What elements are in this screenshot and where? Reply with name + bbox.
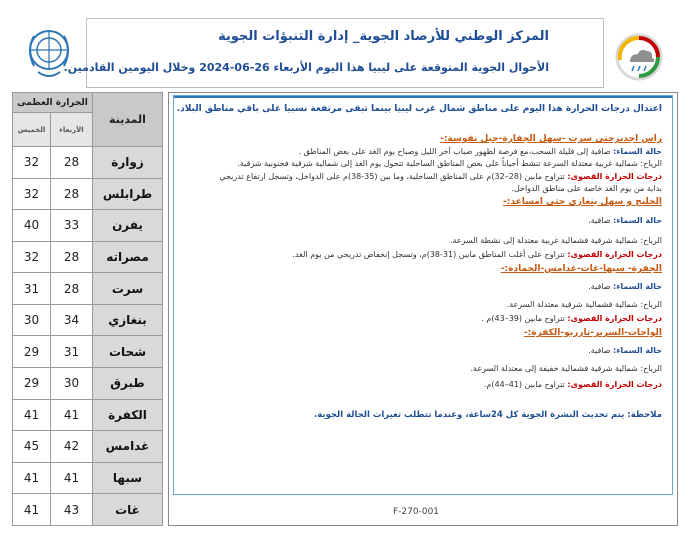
city-name: غات xyxy=(93,494,163,526)
form-code: F-270-001 xyxy=(393,507,440,517)
table-row: 32 28 طرابلس xyxy=(13,178,163,210)
table-row: 41 41 الكفرة xyxy=(13,399,163,431)
ncm-logo xyxy=(612,30,666,84)
day1-header: الأربعاء xyxy=(51,113,93,147)
table-row: 31 28 سرت xyxy=(13,273,163,305)
sky-line: حالة السماء: صافية. xyxy=(588,282,662,291)
forecast-intro: اعتدال درجات الحرارة هذا اليوم على مناطق شمال غرب ليبيا بينما تبقى مرتفعة نسبيا على باقي مناطق البلاد. xyxy=(176,104,662,114)
forecast-panel xyxy=(168,92,678,526)
sky-line: حالة السماء: صافية. xyxy=(588,346,662,355)
update-note: ملاحظة: يتم تحديث النشرة الجوية كل 24ساعة، وعندما تتطلب تغيرات الحالة الجوية. xyxy=(314,410,662,420)
table-row: 41 41 سبها xyxy=(13,462,163,494)
table-row: 32 28 زوارة xyxy=(13,147,163,179)
table-row: 30 34 بنغازي xyxy=(13,304,163,336)
table-row: 40 33 يفرن xyxy=(13,210,163,242)
city-name: مصراته xyxy=(93,241,163,273)
wind-line: الرياح: شمالية غربية معتدلة السرعة تنشط أحياناً على بعض المناطق الساحلية تتحول يوم الغد إلى شمالية شرقية فجنوبية شرقية. xyxy=(237,159,662,168)
max-temp-header: الحرارة العظمى xyxy=(13,93,93,113)
temp-line-cont: بداية من يوم الغد خاصة على مناطق الدواخل. xyxy=(511,184,662,193)
city-name: سبها xyxy=(93,462,163,494)
city-name: طبرق xyxy=(93,368,163,400)
page-title: المركز الوطني للأرصاد الجوية_ إدارة التنبؤات الجوية xyxy=(218,29,549,44)
table-row: 41 43 غات xyxy=(13,494,163,526)
city-header: المدينة xyxy=(93,93,163,147)
sky-line: حالة السماء: صافية إلى قليلة السحب،مع فرصة لظهور ضباب آخر الليل وصباح يوم الغد على بعض المناطق . xyxy=(298,147,662,156)
city-name: زوارة xyxy=(93,147,163,179)
temp-line: درجات الحرارة القصوى: تتراوح مابين (28–32)م على المناطق الساحلية، وما بين (35-38)م على الدواخل، وتسجل ارتفاع تدريجي xyxy=(219,172,662,181)
temp-line: درجات الحرارة القصوى: تتراوح على أغلب المناطق مابين (31-38)م، وتسجل إنخفاض تدريجي من يوم الغد. xyxy=(292,250,662,259)
page-subtitle: الأحوال الجوية المتوقعة على ليبيا هذا اليوم الأربعاء 26-06-2024 وخلال اليومين القادمين. xyxy=(63,61,549,74)
region-title: الواحات-السرير-تازربو-الكفرة:- xyxy=(523,328,662,338)
city-name: يفرن xyxy=(93,210,163,242)
bulletin-frame xyxy=(8,12,684,530)
city-name: سرت xyxy=(93,273,163,305)
forecast-text-box xyxy=(173,95,673,495)
top-accent-bar xyxy=(174,96,672,98)
table-row: 29 31 شحات xyxy=(13,336,163,368)
city-name: شحات xyxy=(93,336,163,368)
region-title: الجفرة- سبها-غات-غدامس-الحمادة:- xyxy=(500,264,662,274)
temp-line: درجات الحرارة القصوى: تتراوح مابين (39–43)م . xyxy=(481,314,662,323)
sky-line: حالة السماء: صافية. xyxy=(588,216,662,225)
wind-line: الرياح: شمالية فشمالية شرقية معتدلة السرعة. xyxy=(506,300,662,309)
city-name: الكفرة xyxy=(93,399,163,431)
table-row: 45 42 غدامس xyxy=(13,431,163,463)
wind-line: الرياح: شمالية شرقية فشمالية غربية معتدلة إلى نشطة السرعة. xyxy=(449,236,662,245)
city-name: طرابلس xyxy=(93,178,163,210)
table-row: 32 28 مصراته xyxy=(13,241,163,273)
city-name: غدامس xyxy=(93,431,163,463)
day2-header: الخميس xyxy=(13,113,51,147)
region-title: الخليج و سهل بنغازي حتى امساعد:- xyxy=(503,197,662,207)
table-row: 29 30 طبرق xyxy=(13,368,163,400)
region-title: راس اجديرحتى سرت -سهل الجفارة-جبل نفوسة:- xyxy=(440,134,662,144)
temp-line: درجات الحرارة القصوى: تتراوح مابين (41–44)م. xyxy=(483,380,662,389)
city-name: بنغازي xyxy=(93,304,163,336)
wmo-logo xyxy=(20,22,78,84)
header xyxy=(63,18,604,88)
wind-line: الرياح: شمالية شرقية فشمالية خفيفة إلى معتدلة السرعة. xyxy=(470,364,662,373)
max-temperature-table xyxy=(12,92,163,526)
